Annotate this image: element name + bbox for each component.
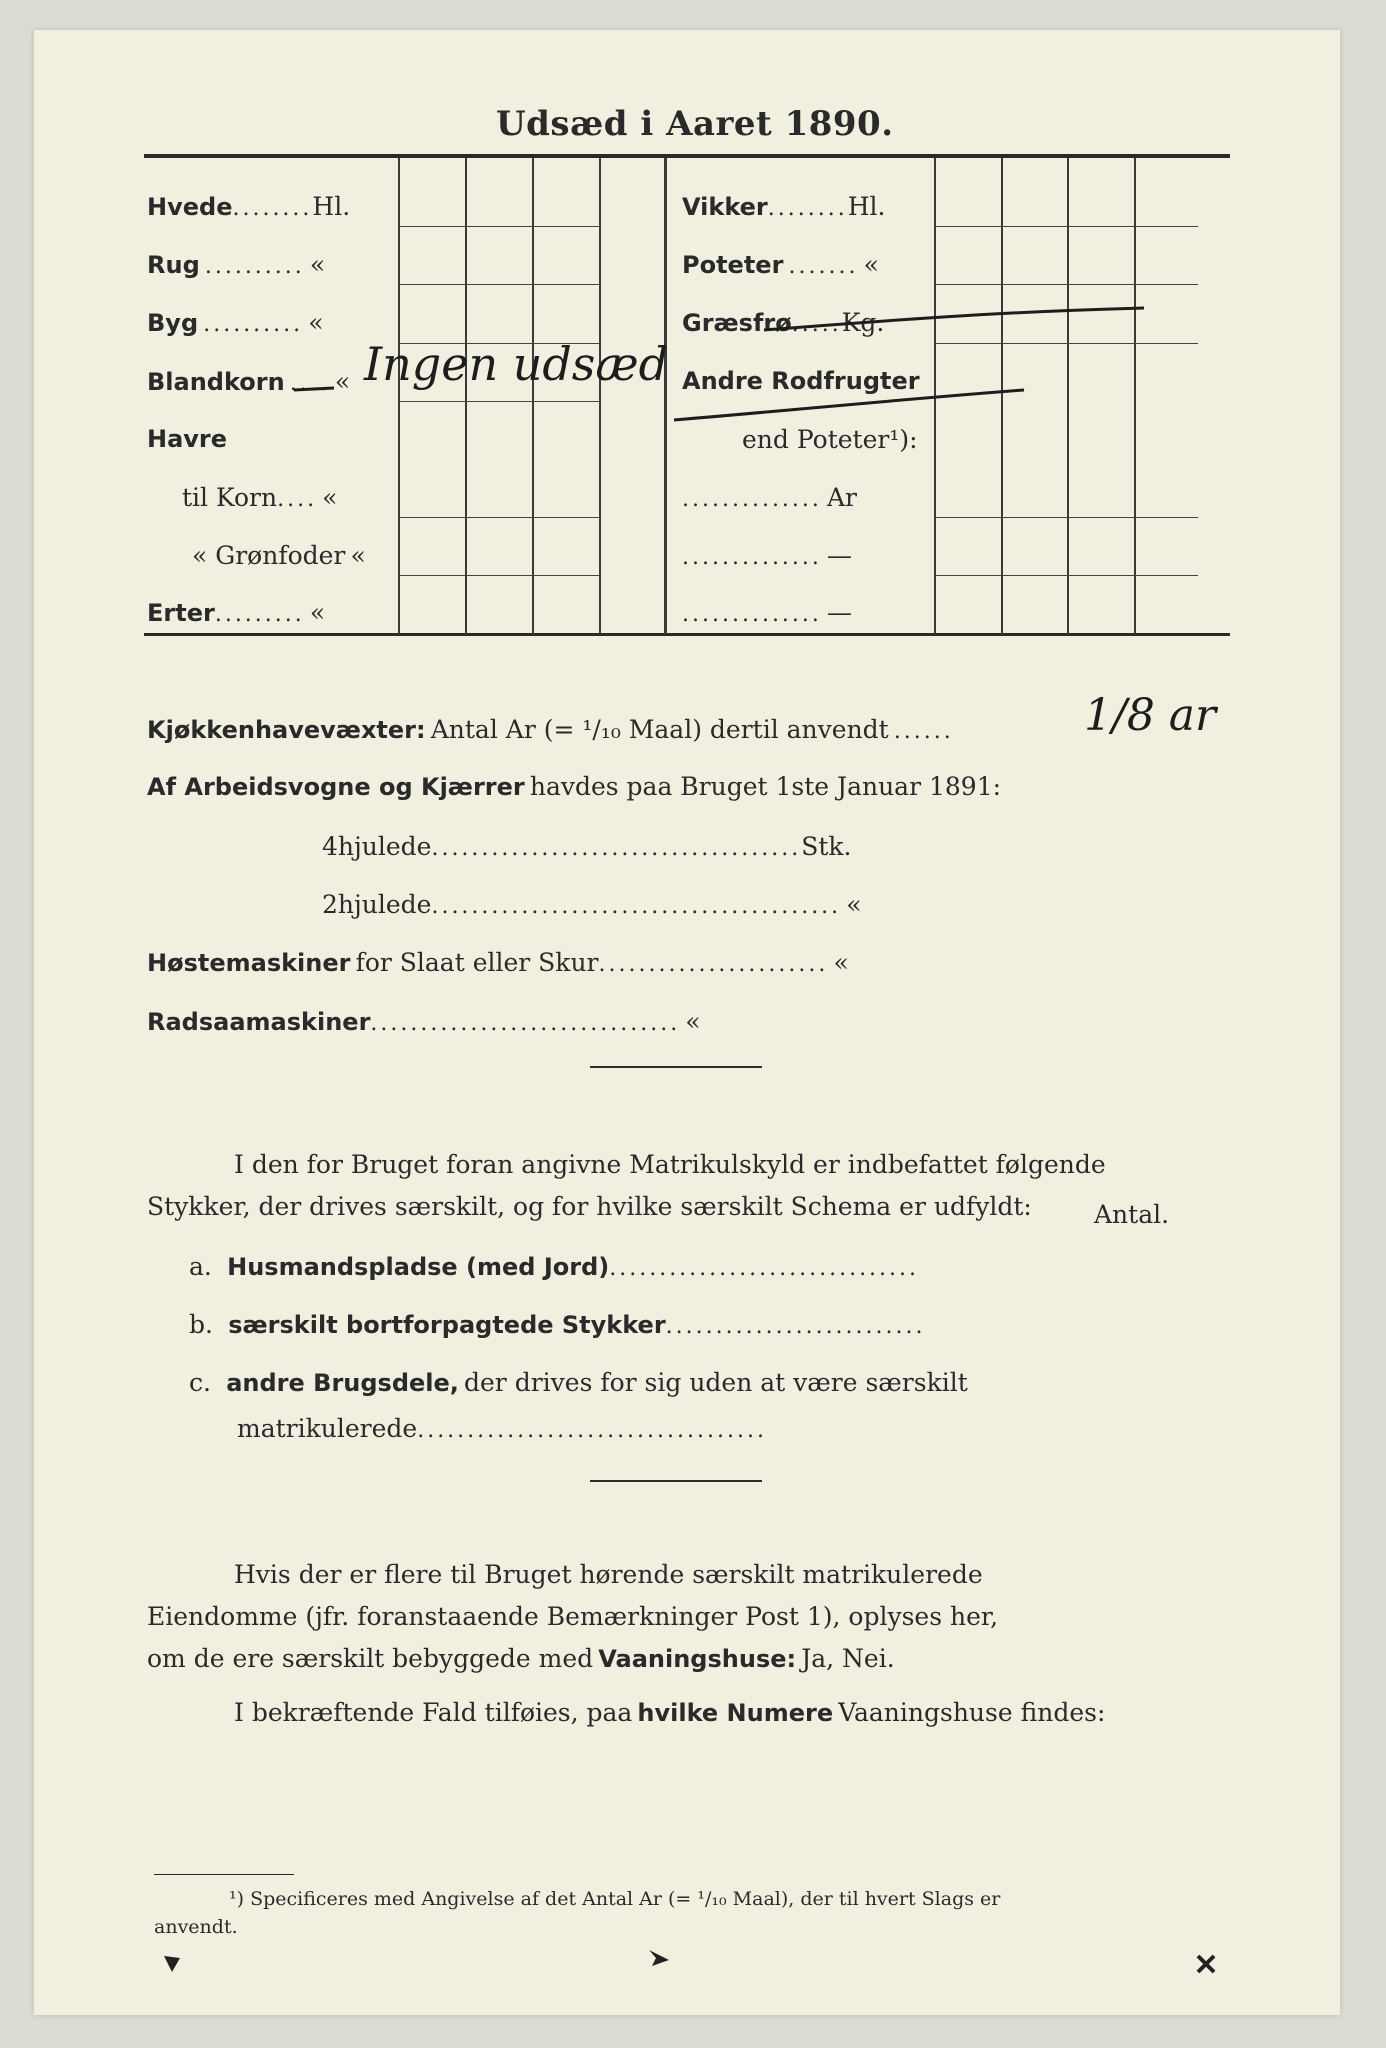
harvest-machines-line: Høstemaskiner for Slaat eller Skur....................... « (147, 948, 849, 977)
para1-line2: Stykker, der drives særskilt, og for hvilke særskilt Schema er udfyldt: (147, 1192, 1032, 1221)
seed-machines-line: Radsaamaskiner............................... « (147, 1007, 701, 1036)
row-andre-rodfrugter: Andre Rodfrugter (682, 367, 920, 395)
row-byg: Byg .......... « (147, 308, 324, 337)
ornament-left-icon (160, 1952, 184, 1976)
row-poteter: Poteter ....... « (682, 250, 879, 279)
row-end-poteter: end Poteter¹): (742, 425, 918, 454)
ornament-right-icon (1194, 1952, 1218, 1976)
section-divider-1 (590, 1066, 762, 1068)
row-gronfoder: « Grønfoder « (192, 541, 366, 570)
ornament-center-icon (646, 1946, 672, 1970)
para2-line2: Eiendomme (jfr. foranstaaende Bemærkninger Post 1), oplyses her, (147, 1602, 999, 1631)
para2-line1: Hvis der er flere til Bruget hørende særskilt matrikulerede (234, 1560, 983, 1589)
item-b: b. særskilt bortforpagtede Stykker.......................... (189, 1310, 926, 1339)
section-divider-2 (590, 1480, 762, 1482)
footnote-rule (154, 1874, 294, 1875)
row-blank-2: .............. — (682, 598, 852, 627)
wagons-heading: Af Arbeidsvogne og Kjærrer havdes paa Bruget 1ste Januar 1891: (147, 772, 1002, 801)
row-rug: Rug .......... « (147, 250, 326, 279)
para2-line3: om de ere særskilt bebyggede med Vaaningshuse: Ja, Nei. (147, 1644, 895, 1673)
row-til-korn: til Korn.... « (182, 483, 338, 512)
para3: I bekræftende Fald tilføies, paa hvilke Numere Vaaningshuse findes: (234, 1698, 1106, 1727)
item-a: a. Husmandspladse (med Jord)............................... (189, 1252, 920, 1281)
row-erter: Erter......... « (147, 598, 326, 627)
row-graesfro: Græsfrø.....Kg. (682, 308, 885, 337)
footnote-line1: ¹) Specificeres med Angivelse af det Antal Ar (= ¹/₁₀ Maal), der til hvert Slags er (229, 1888, 1001, 1910)
row-vikker: Vikker........Hl. (682, 192, 886, 221)
page-title: Udsæd i Aaret 1890. (496, 104, 894, 144)
kitchen-garden-value: 1/8 ar (1084, 690, 1217, 741)
item-c: c. andre Brugsdele, der drives for sig uden at være særskilt (189, 1368, 968, 1397)
wagons-4hjulede: 4hjulede.....................................Stk. (322, 832, 852, 861)
row-blandkorn: Blandkorn .... « (147, 367, 351, 396)
wagons-2hjulede: 2hjulede......................................... « (322, 890, 862, 919)
antal-heading: Antal. (1094, 1200, 1170, 1229)
crossout-text: Ingen udsæd (364, 337, 669, 391)
kitchen-garden-line: Kjøkkenhavevæxter: Antal Ar (= ¹/₁₀ Maal) dertil anvendt ...... (147, 715, 954, 744)
item-c-line2: matrikulerede................................... (237, 1414, 767, 1443)
form-page (34, 30, 1340, 2015)
row-ar: .............. Ar (682, 483, 858, 512)
row-havre: Havre (147, 425, 228, 453)
row-blank-1: .............. — (682, 541, 852, 570)
row-hvede: Hvede........Hl. (147, 192, 351, 221)
footnote-line2: anvendt. (154, 1916, 238, 1938)
handwritten-crossout (294, 300, 1154, 460)
para1-line1: I den for Bruget foran angivne Matrikulskyld er indbefattet følgende (234, 1150, 1106, 1179)
